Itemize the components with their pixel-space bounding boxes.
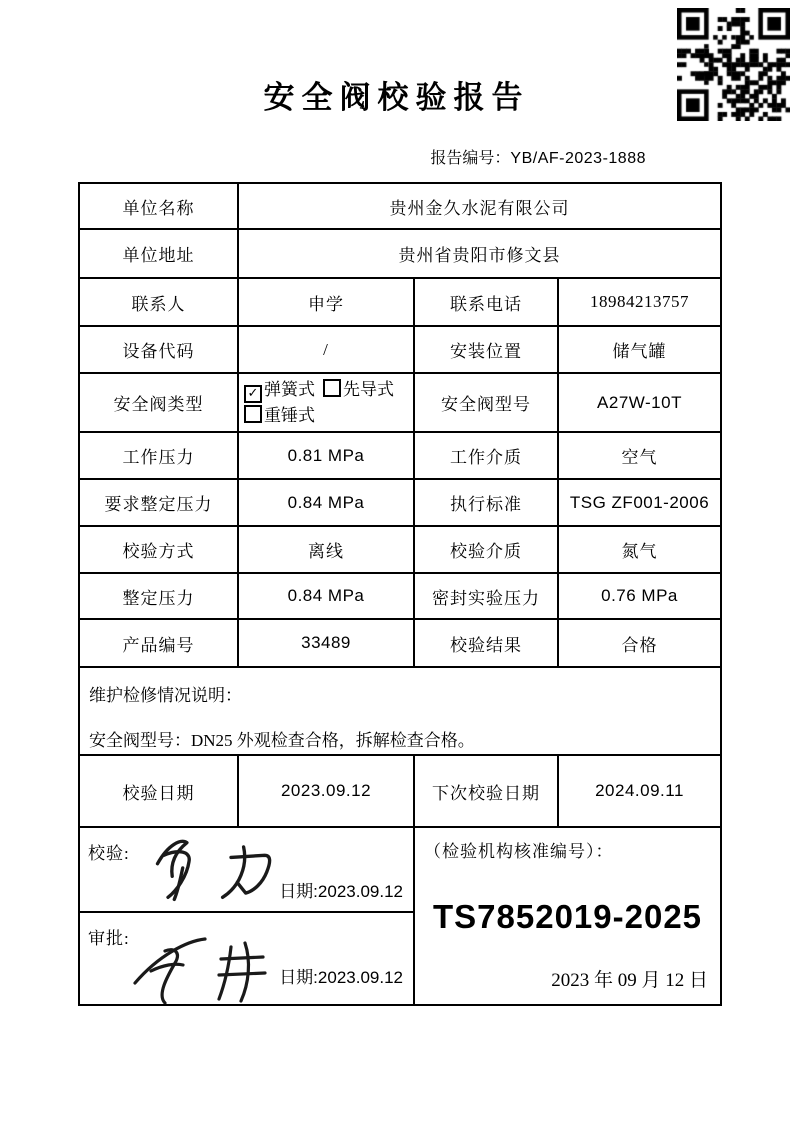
result-value: 合格 <box>558 619 721 667</box>
approver-label: 审批: <box>88 929 130 948</box>
row-contact <box>79 278 721 326</box>
valve-type-option-spring <box>244 380 315 399</box>
verifier-label: 校验: <box>88 844 130 863</box>
install-location-value: 储气罐 <box>558 326 721 373</box>
standard-value: TSG ZF001-2006 <box>558 479 721 526</box>
row-calibration-method <box>79 526 721 573</box>
next-calibration-date-value: 2024.09.11 <box>558 755 721 827</box>
maintenance-note: 安全阀型号：DN25 外观检查合格，拆解检查合格。 <box>89 731 475 750</box>
row-required-set-pressure <box>79 479 721 526</box>
approver-date: 日期:2023.09.12 <box>279 968 403 987</box>
checkbox-unchecked-icon <box>323 379 341 397</box>
report-table <box>78 182 722 1006</box>
report-number-value: YB/AF-2023-1888 <box>510 150 646 167</box>
row-device-code <box>79 326 721 373</box>
calibration-date-value: 2023.09.12 <box>238 755 414 827</box>
row-maintenance <box>79 667 721 755</box>
verifier-date: 日期:2023.09.12 <box>279 882 403 901</box>
contact-label: 联系人 <box>79 278 238 326</box>
seal-test-pressure-label: 密封实验压力 <box>414 573 558 619</box>
issue-date: 2023 年 09 月 12 日 <box>551 970 709 991</box>
unit-address-value: 贵州省贵阳市修文县 <box>238 229 721 278</box>
qr-code <box>677 8 790 121</box>
phone-label: 联系电话 <box>414 278 558 326</box>
checkbox-unchecked-icon <box>244 405 262 423</box>
calibration-medium-label: 校验介质 <box>414 526 558 573</box>
valve-type-line-2 <box>244 403 411 428</box>
approval-code-label: （检验机构核准编号）： <box>424 842 614 861</box>
calibration-date-label: 校验日期 <box>79 755 238 827</box>
result-label: 校验结果 <box>414 619 558 667</box>
row-unit-name <box>79 183 721 229</box>
valve-type-option-pilot <box>323 380 394 399</box>
contact-value: 申学 <box>238 278 414 326</box>
row-verifier <box>79 827 721 912</box>
valve-type-label: 安全阀类型 <box>79 373 238 432</box>
row-valve-type <box>79 373 721 432</box>
maintenance-cell <box>79 667 721 755</box>
working-pressure-value: 0.81 MPa <box>238 432 414 479</box>
maintenance-title: 维护检修情况说明： <box>89 686 242 705</box>
valve-model-value: A27W-10T <box>558 373 721 432</box>
valve-type-option-label: 先导式 <box>343 380 394 399</box>
device-code-label: 设备代码 <box>79 326 238 373</box>
calibration-method-value: 离线 <box>238 526 414 573</box>
install-location-label: 安装位置 <box>414 326 558 373</box>
device-code-value: / <box>238 326 414 373</box>
calibration-method-label: 校验方式 <box>79 526 238 573</box>
product-no-label: 产品编号 <box>79 619 238 667</box>
row-working-pressure <box>79 432 721 479</box>
set-pressure-label: 整定压力 <box>79 573 238 619</box>
row-calibration-date <box>79 755 721 827</box>
working-medium-value: 空气 <box>558 432 721 479</box>
verifier-signature-cell <box>79 827 414 912</box>
valve-model-label: 安全阀型号 <box>414 373 558 432</box>
next-calibration-date-label: 下次校验日期 <box>414 755 558 827</box>
checkbox-checked-icon: ✓ <box>244 385 262 403</box>
required-set-pressure-label: 要求整定压力 <box>79 479 238 526</box>
working-medium-label: 工作介质 <box>414 432 558 479</box>
approver-signature-cell <box>79 912 414 1005</box>
valve-type-line-1 <box>244 377 411 403</box>
page-title: 安全阀校验报告 <box>263 80 530 115</box>
valve-type-options <box>238 373 414 432</box>
unit-name-value: 贵州金久水泥有限公司 <box>238 183 721 229</box>
valve-type-option-label: 弹簧式 <box>264 380 315 399</box>
row-unit-address <box>79 229 721 278</box>
seal-test-pressure-value: 0.76 MPa <box>558 573 721 619</box>
set-pressure-value: 0.84 MPa <box>238 573 414 619</box>
standard-label: 执行标准 <box>414 479 558 526</box>
valve-type-option-weight <box>244 406 315 425</box>
calibration-medium-value: 氮气 <box>558 526 721 573</box>
row-product-no <box>79 619 721 667</box>
unit-name-label: 单位名称 <box>79 183 238 229</box>
valve-type-option-label: 重锤式 <box>264 406 315 425</box>
working-pressure-label: 工作压力 <box>79 432 238 479</box>
unit-address-label: 单位地址 <box>79 229 238 278</box>
product-no-value: 33489 <box>238 619 414 667</box>
report-number <box>0 145 646 168</box>
approval-code-value: TS7852019-2025 <box>432 898 703 935</box>
report-number-label: 报告编号： <box>430 150 511 167</box>
row-set-pressure <box>79 573 721 619</box>
required-set-pressure-value: 0.84 MPa <box>238 479 414 526</box>
phone-value: 18984213757 <box>558 278 721 326</box>
approval-code-cell <box>414 827 721 1005</box>
